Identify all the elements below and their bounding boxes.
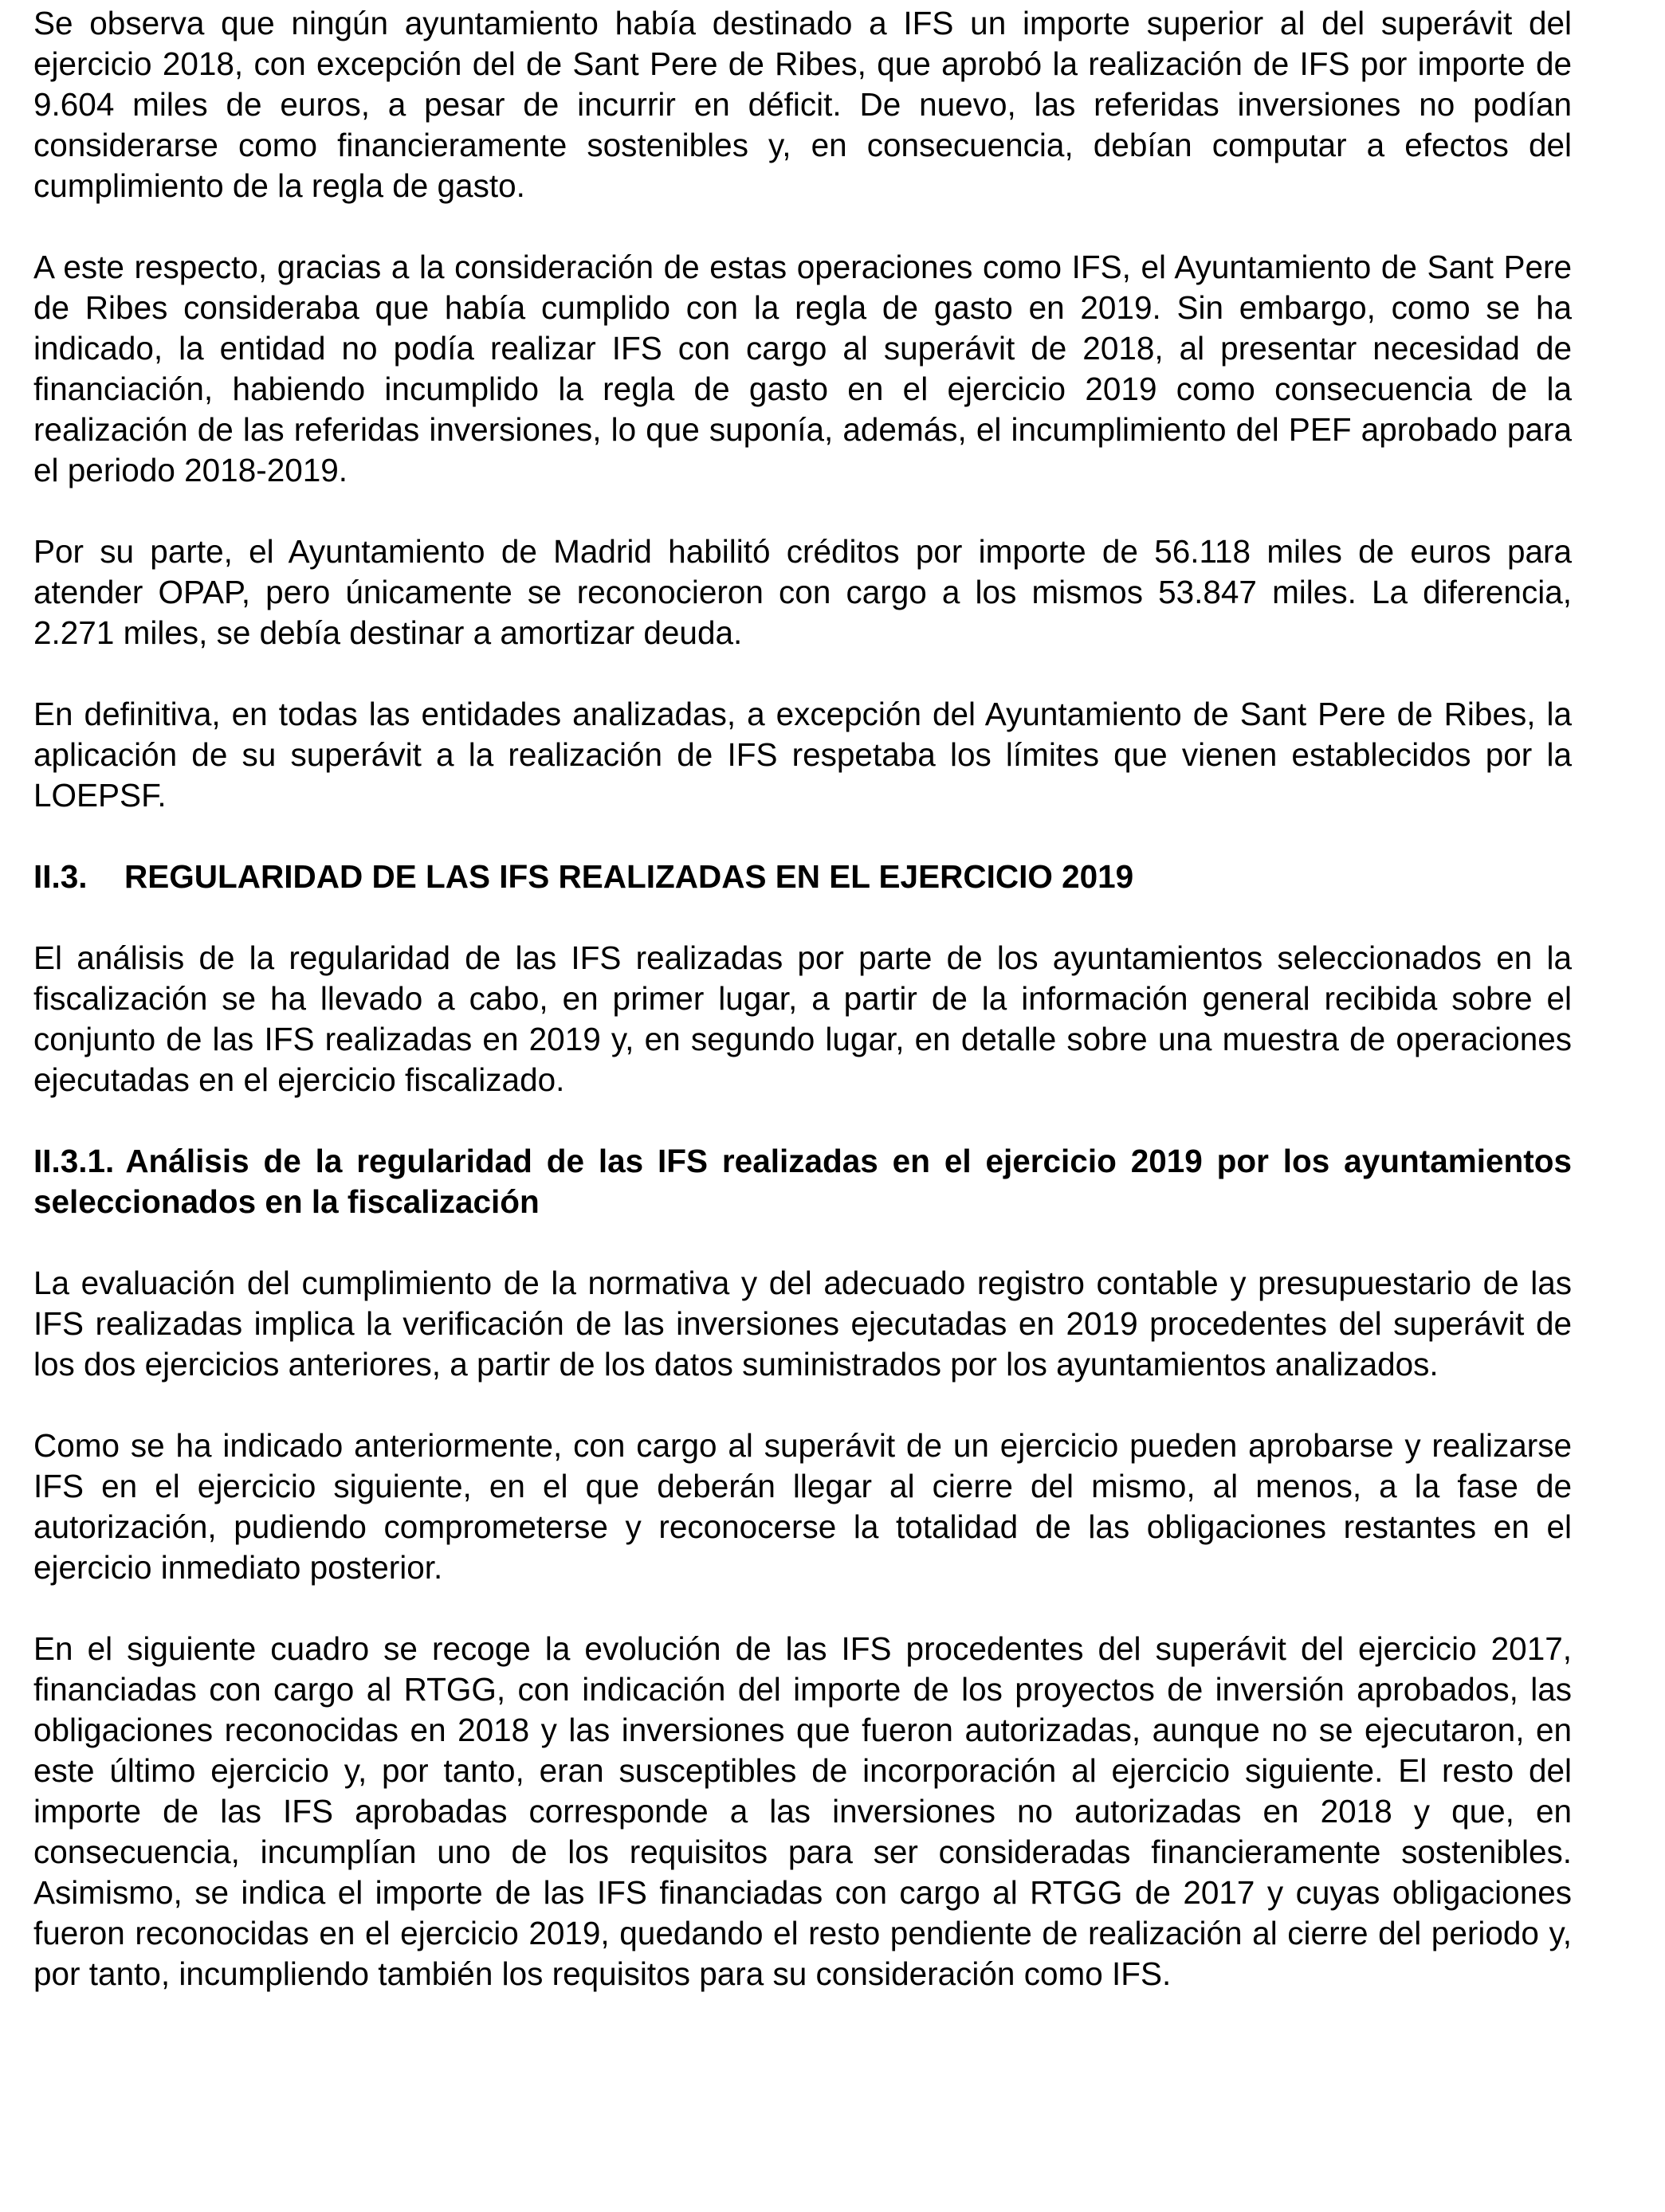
subsection-number: II.3.1. (33, 1143, 115, 1179)
section-title: REGULARIDAD DE LAS IFS REALIZADAS EN EL EJERCICIO 2019 (124, 858, 1134, 895)
subsection-heading (33, 1141, 1572, 1222)
paragraph-evaluacion: La evaluación del cumplimiento de la normativa y del adecuado registro contable y presupuestario de las IFS realizadas implica la verificación de las inversiones ejecutadas en 2019 procedentes del superávit de los dos ejercicios anteriores, a partir de los datos suministrados por los ayuntamientos analizados. (33, 1265, 1572, 1382)
paragraph-ifs-sant-pere: Se observa que ningún ayuntamiento había destinado a IFS un importe superior al del superávit del ejercicio 2018, con excepción del de Sant Pere de Ribes, que aprobó la realización de IFS por importe de 9.604 miles de euros, a pesar de incurrir en déficit. De nuevo, las referidas inversiones no podían considerarse como financieramente sostenibles y, en consecuencia, debían computar a efectos del cumplimiento de la regla de gasto. (33, 5, 1572, 204)
paragraph-cuadro-evolucion: En el siguiente cuadro se recoge la evolución de las IFS procedentes del superávit del ejercicio 2017, financiadas con cargo al RTGG, con indicación del importe de los proyectos de inversión aprobados, las obligaciones reconocidas en 2018 y las inversiones que fueron autorizadas, aunque no se ejecutaron, en este último ejercicio y, por tanto, eran susceptibles de incorporación al ejercicio siguiente. El resto del importe de las IFS aprobadas corresponde a las inversiones no autorizadas en 2018 y que, en consecuencia, incumplían uno de los requisitos para ser consideradas financieramente sostenibles. Asimismo, se indica el importe de las IFS financiadas con cargo al RTGG de 2017 y cuyas obligaciones fueron reconocidas en el ejercicio 2019, quedando el resto pendiente de realización al cierre del periodo y, por tanto, incumpliendo también los requisitos para su consideración como IFS. (33, 1630, 1572, 1992)
paragraph-madrid-opap: Por su parte, el Ayuntamiento de Madrid habilitó créditos por importe de 56.118 miles de euros para atender OPAP, pero únicamente se reconocieron con cargo a los mismos 53.847 miles. La diferencia, 2.271 miles, se debía destinar a amortizar deuda. (33, 533, 1572, 651)
paragraph-conclusion-loepsf: En definitiva, en todas las entidades analizadas, a excepción del Ayuntamiento de Sant Pere de Ribes, la aplicación de su superávit a la realización de IFS respetaba los límites que vienen establecidos por la LOEPSF. (33, 696, 1572, 814)
paragraph-regla-gasto: A este respecto, gracias a la consideración de estas operaciones como IFS, el Ayuntamiento de Sant Pere de Ribes consideraba que había cumplido con la regla de gasto en 2019. Sin embargo, como se ha indicado, la entidad no podía realizar IFS con cargo al superávit de 2018, al presentar necesidad de financiación, habiendo incumplido la regla de gasto en el ejercicio 2019 como consecuencia de la realización de las referidas inversiones, lo que suponía, además, el incumplimiento del PEF aprobado para el periodo 2018-2019. (33, 249, 1572, 488)
section-heading (33, 857, 1572, 897)
subsection-title: Análisis de la regularidad de las IFS realizadas en el ejercicio 2019 por los ayuntamientos seleccionados en la fiscalización (33, 1143, 1572, 1220)
section-intro-paragraph: El análisis de la regularidad de las IFS realizadas por parte de los ayuntamientos seleccionados en la fiscalización se ha llevado a cabo, en primer lugar, a partir de la información general recibida sobre el conjunto de las IFS realizadas en 2019 y, en segundo lugar, en detalle sobre una muestra de operaciones ejecutadas en el ejercicio fiscalizado. (33, 939, 1572, 1098)
paragraph-superavit-ejercicio: Como se ha indicado anteriormente, con cargo al superávit de un ejercicio pueden aprobarse y realizarse IFS en el ejercicio siguiente, en el que deberán llegar al cierre del mismo, al menos, a la fase de autorización, pudiendo comprometerse y reconocerse la totalidad de las obligaciones restantes en el ejercicio inmediato posterior. (33, 1427, 1572, 1586)
section-number: II.3. (33, 858, 88, 895)
document-page (33, 3, 1572, 2035)
